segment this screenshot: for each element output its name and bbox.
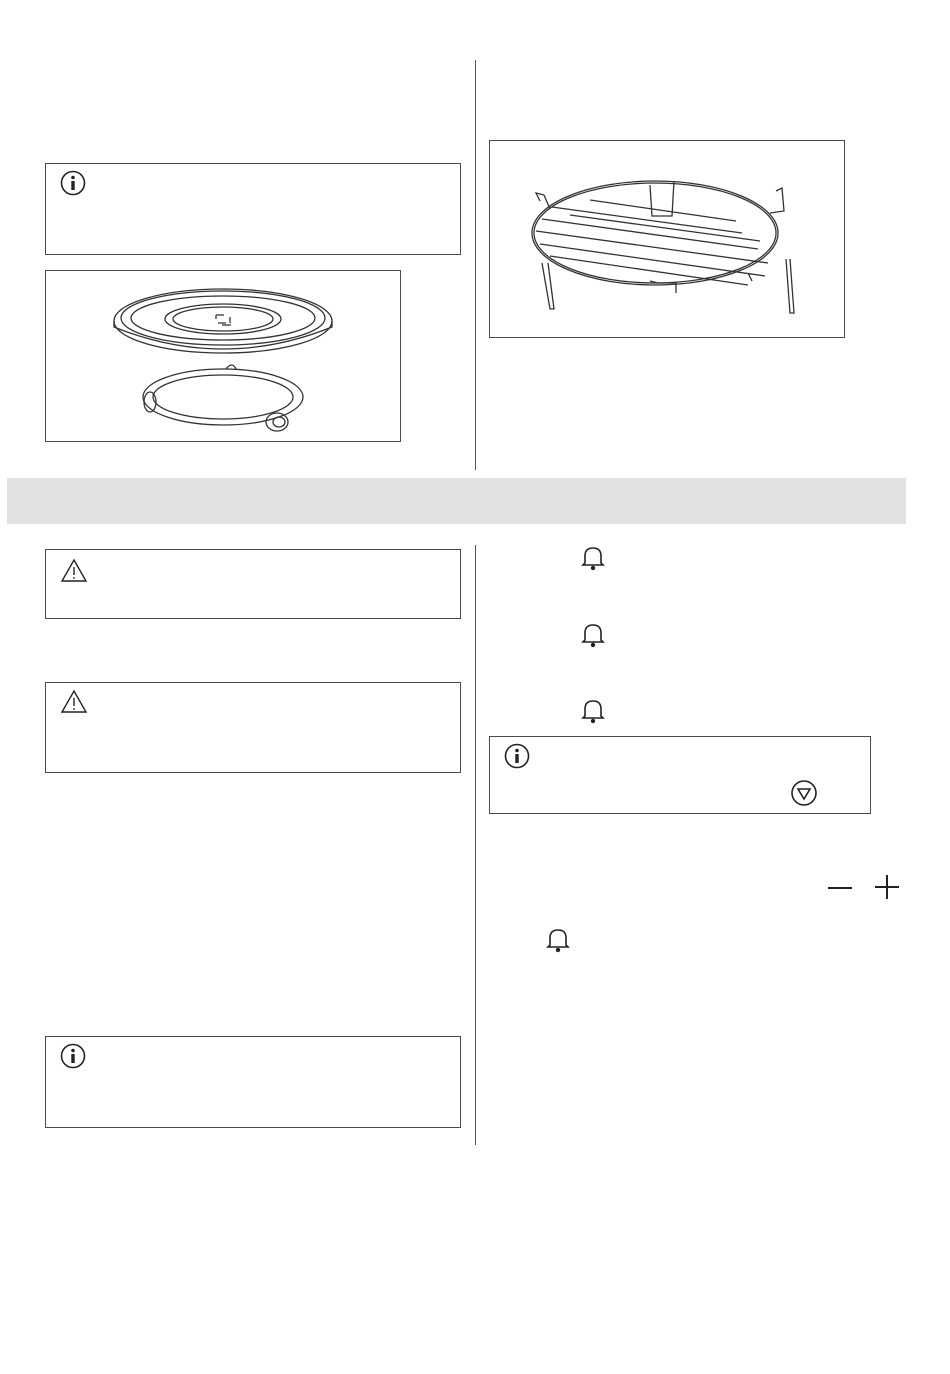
- bell-icon: [580, 697, 606, 725]
- section-header-band: [7, 478, 906, 524]
- bell-icon: [545, 926, 571, 954]
- minus-icon: [826, 876, 854, 900]
- column-divider-top: [475, 60, 476, 470]
- warning-box-2: [45, 682, 461, 773]
- turntable-illustration: [45, 270, 401, 442]
- rack-illustration: [489, 140, 845, 338]
- info-icon: [60, 1043, 86, 1069]
- column-divider-bottom: [475, 545, 476, 1145]
- warning-box-1: [45, 549, 461, 619]
- turntable-drawing: [46, 271, 400, 441]
- bell-icon: [580, 621, 606, 649]
- warning-icon: [60, 689, 88, 715]
- info-note-box-3: [489, 736, 871, 814]
- rack-drawing: [490, 141, 844, 337]
- plus-icon: [872, 872, 902, 902]
- info-icon: [60, 170, 86, 196]
- info-icon: [504, 743, 530, 769]
- info-note-box-2: [45, 1036, 461, 1128]
- bell-icon: [580, 544, 606, 572]
- stop-icon: [790, 779, 818, 807]
- warning-icon: [60, 558, 88, 584]
- info-note-box-1: [45, 163, 461, 255]
